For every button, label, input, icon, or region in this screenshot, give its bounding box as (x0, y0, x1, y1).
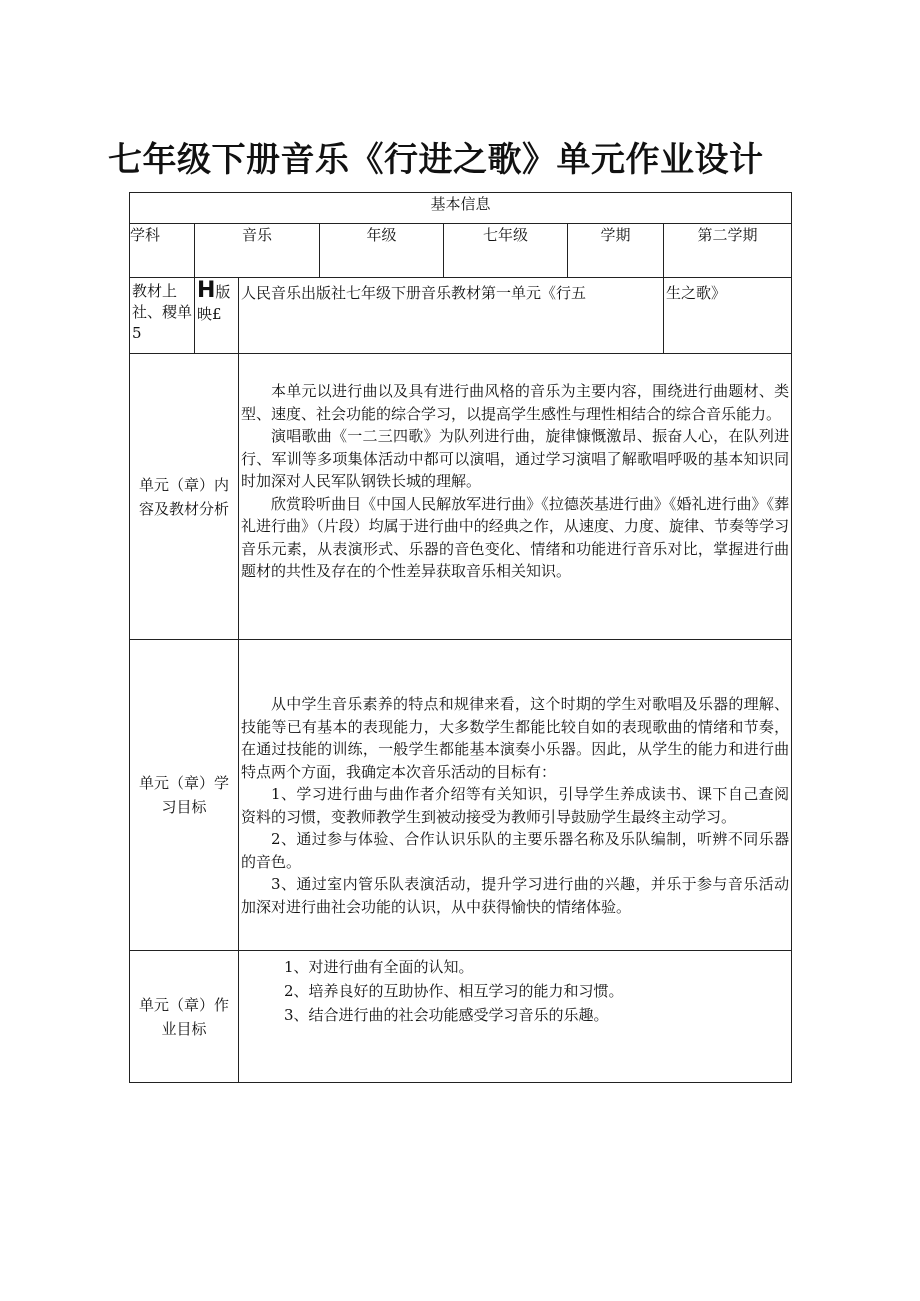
term-value: 第二学期 (664, 224, 792, 278)
goals-label-cell (130, 640, 239, 951)
table-header: 基本信息 (130, 193, 792, 224)
goals-paragraph: 1、学习进行曲与曲作者介绍等有关知识，引导学生养成读书、课下自己查阅资料的习惯，变教师教学生到被动接受为教师引导鼓励学生最终主动学习。 (241, 785, 790, 826)
goals-paragraph: 从中学生音乐素养的特点和规律来看，这个时期的学生对歌唱及乐器的理解、技能等已有基本的表现能力，大多数学生都能比较自如的表现歌曲的情绪和节奏，在通过技能的训练，一般学生都能基本演奏小乐器。因此，从学生的能力和进行曲特点两个方面，我确定本次音乐活动的目标有： (241, 695, 790, 781)
homework-item: 2、培养良好的互助协作、相互学习的能力和习惯。 (284, 982, 624, 1000)
subject-label: 学科 (130, 224, 195, 278)
content-text-cell (239, 354, 792, 640)
textbook-mark-text: 版映£ (197, 283, 231, 323)
homework-item: 1、对进行曲有全面的认知。 (284, 958, 474, 976)
grade-value: 七年级 (444, 224, 568, 278)
goals-label: 单元（章）学习目标 (138, 774, 229, 816)
grade-label: 年级 (320, 224, 444, 278)
goals-text-cell (239, 640, 792, 951)
homework-text-cell (239, 951, 792, 1083)
textbook-label: 教材上社、稷单5 (132, 282, 193, 342)
document-title: 七年级下册音乐《行进之歌》单元作业设计 (108, 140, 764, 180)
textbook-mark-cell (195, 278, 239, 354)
textbook-label-cell (130, 278, 195, 354)
goals-paragraph: 2、通过参与体验、合作认识乐队的主要乐器名称及乐队编制，听辨不同乐器的音色。 (241, 830, 790, 871)
goals-paragraph: 3、通过室内管乐队表演活动，提升学习进行曲的兴趣，并乐于参与音乐活动加深对进行曲社会功能的认识，从中获得愉快的情绪体验。 (241, 875, 790, 916)
textbook-mark-h: H (197, 278, 216, 303)
content-paragraph: 欣赏聆听曲目《中国人民解放军进行曲》《拉德茨基进行曲》《婚礼进行曲》《葬礼进行曲》（片段）均属于进行曲中的经典之作，从速度、力度、旋律、节奏等学习音乐元素，从表演形式、乐器的音色变化、情绪和功能进行音乐对比，掌握进行曲题材的共性及存在的个性差异获取音乐相关知识。 (241, 494, 790, 580)
textbook-tail: 生之歌》 (666, 284, 727, 302)
subject-value: 音乐 (195, 224, 320, 278)
textbook-publisher-cell (239, 278, 664, 354)
homework-item: 3、结合进行曲的社会功能感受学习音乐的乐趣。 (284, 1006, 609, 1024)
content-paragraph: 本单元以进行曲以及具有进行曲风格的音乐为主要内容，围绕进行曲题材、类型、速度、社会功能的综合学习，以提高学生感性与理性相结合的综合音乐能力。 (241, 382, 790, 423)
content-label: 单元（章）内容及教材分析 (138, 475, 229, 518)
content-paragraph: 演唱歌曲《一二三四歌》为队列进行曲，旋律慷慨激昂、振奋人心，在队列进行、军训等多项集体活动中都可以演唱，通过学习演唱了解歌唱呼吸的基本知识同时加深对人民军队钢铁长城的理解。 (241, 427, 790, 490)
info-table (129, 192, 792, 1083)
textbook-tail-cell (664, 278, 792, 354)
textbook-publisher: 人民音乐出版社七年级下册音乐教材第一单元《行五 (241, 284, 587, 302)
homework-label: 单元（章）作业目标 (138, 995, 229, 1038)
homework-label-cell (130, 951, 239, 1083)
term-label: 学期 (568, 224, 664, 278)
content-label-cell (130, 354, 239, 640)
